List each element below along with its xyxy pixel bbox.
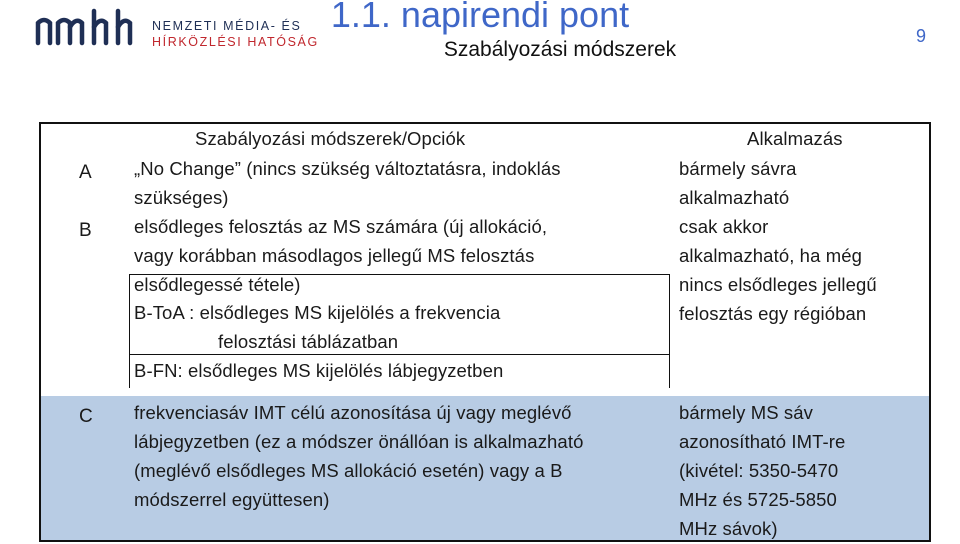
row-a-letter: A xyxy=(79,162,92,183)
row-b-application xyxy=(679,212,877,328)
row-b-application-line: nincs elsődleges jellegű xyxy=(679,274,877,295)
row-c-letter: C xyxy=(79,406,93,427)
header-methods: Szabályozási módszerek/Opciók xyxy=(195,128,466,149)
row-a-application-line: bármely sávra xyxy=(679,158,797,179)
row-b-method-line: elsődlegessé tétele) xyxy=(134,274,301,295)
row-a-application-line: alkalmazható xyxy=(679,187,790,208)
page-title: 1.1. napirendi pont xyxy=(330,0,630,35)
row-c-application-line: azonosítható IMT-re xyxy=(679,431,846,452)
row-b-sub-fn-line: B-FN: elsődleges MS kijelölés lábjegyzetben xyxy=(134,360,504,381)
row-c-method-line: frekvenciasáv IMT célú azonosítása új vagy meglévő xyxy=(134,402,572,423)
row-b-application-line: felosztás egy régióban xyxy=(679,303,867,324)
logo-line-2: HÍRKÖZLÉSI HATÓSÁG xyxy=(152,35,319,49)
row-c-application-line: MHz és 5725-5850 xyxy=(679,489,837,510)
row-a-application xyxy=(679,154,796,212)
row-c-method-line: lábjegyzetben (ez a módszer önállóan is alkalmazható xyxy=(134,431,584,452)
row-c-application-line: (kivétel: 5350-5470 xyxy=(679,460,839,481)
row-c-application-line: bármely MS sáv xyxy=(679,402,814,423)
logo-line-1: NEMZETI MÉDIA- ÉS xyxy=(152,19,302,33)
row-b-application-line: alkalmazható, ha még xyxy=(679,245,862,266)
row-c-application-line: MHz sávok) xyxy=(679,518,778,539)
divider-b-left xyxy=(129,274,130,388)
methods-table xyxy=(39,122,931,542)
row-b-method-line: elsődleges felosztás az MS számára (új allokáció, xyxy=(134,216,548,237)
row-b-sub-fn xyxy=(134,356,503,385)
row-b-method-line: vagy korábban másodlagos jellegű MS felosztás xyxy=(134,245,535,266)
row-b-method xyxy=(134,212,547,299)
slide-number: 9 xyxy=(915,26,926,46)
row-c-application xyxy=(679,398,845,543)
row-b-letter: B xyxy=(79,220,92,241)
header-application: Alkalmazás xyxy=(747,128,843,149)
divider-b-right xyxy=(669,274,670,388)
row-c-method xyxy=(134,398,583,514)
row-b-sub-toa-line: felosztási táblázatban xyxy=(218,331,399,352)
row-b-sub-toa xyxy=(134,298,500,356)
row-a-method xyxy=(134,154,561,212)
row-c-method-line: (meglévő elsődleges MS allokáció esetén) vagy a B xyxy=(134,460,563,481)
row-b-sub-toa-line: B-ToA : elsődleges MS kijelölés a frekvencia xyxy=(134,302,501,323)
page-subtitle: Szabályozási módszerek xyxy=(443,38,677,61)
row-c-method-line: módszerrel együttesen) xyxy=(134,489,330,510)
row-a-method-line: „No Change” (nincs szükség változtatásra, indoklás xyxy=(134,158,561,179)
row-b-application-line: csak akkor xyxy=(679,216,769,237)
row-a-method-line: szükséges) xyxy=(134,187,229,208)
